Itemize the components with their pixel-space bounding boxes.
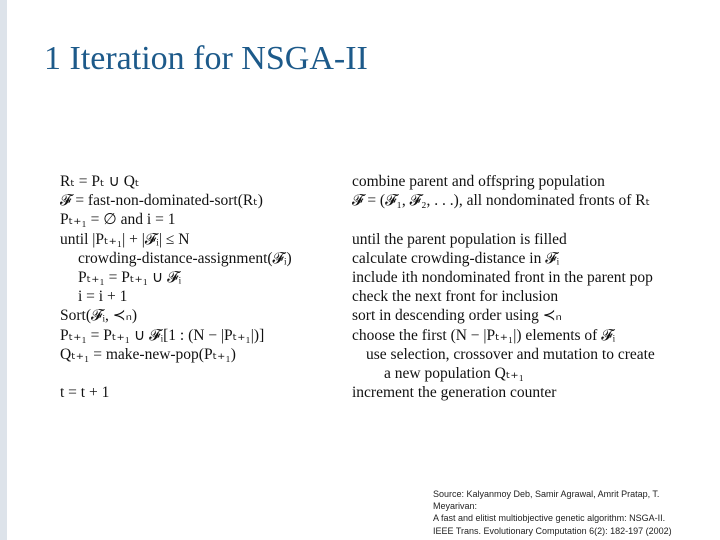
algorithm-steps (60, 172, 340, 402)
comment-sort: sort in descending order using ≺ₙ (352, 307, 562, 325)
comment-choose: choose the first (N − |Pₜ₊₁|) elements of 𝓕ᵢ (352, 326, 616, 344)
comment-increment-t: increment the generation counter (352, 384, 557, 402)
algo-step-until: until |Pₜ₊₁| + |𝓕ᵢ| ≤ N (60, 230, 190, 248)
algo-step-make-pop: Qₜ₊₁ = make-new-pop(Pₜ₊₁) (60, 345, 236, 363)
slide-title: 1 Iteration for NSGA-II (44, 40, 368, 77)
source-citation (433, 488, 717, 537)
algo-step-init: Pₜ₊₁ = ∅ and i = 1 (60, 211, 176, 229)
algo-step-increment-i: i = i + 1 (78, 288, 128, 306)
comment-selection: use selection, crossover and mutation to create (366, 345, 655, 363)
comment-combine: combine parent and offspring population (352, 173, 605, 190)
source-line: Source: Kalyanmoy Deb, Samir Agrawal, Amrit Pratap, T. (433, 489, 660, 499)
comment-crowding: calculate crowding-distance in 𝓕ᵢ (352, 249, 560, 267)
algo-step-sort-fronts: 𝓕 = fast-non-dominated-sort(Rₜ) (60, 192, 263, 210)
comment-check-next: check the next front for inclusion (352, 288, 559, 306)
algo-step-combine: Rₜ = Pₜ ∪ Qₜ (60, 173, 140, 190)
comment-fronts: 𝓕 = (𝓕₁, 𝓕₂, . . .), all nondominated fronts of Rₜ (352, 192, 651, 210)
comment-until: until the parent population is filled (352, 230, 567, 248)
slide-edge-bar (0, 0, 7, 540)
algo-step-sort: Sort(𝓕ᵢ, ≺ₙ) (60, 307, 138, 325)
source-line: IEEE Trans. Evolutionary Computation 6(2): 182-197 (2002) (433, 525, 672, 536)
algo-step-crowding: crowding-distance-assignment(𝓕ᵢ) (78, 249, 292, 267)
comment-new-pop: a new population Qₜ₊₁ (384, 364, 524, 382)
algorithm-comments (352, 172, 720, 402)
source-line: A fast and elitist multiobjective genetic algorithm: NSGA-II. (433, 513, 666, 524)
source-line: Meyarivan: (433, 501, 478, 512)
algo-step-choose: Pₜ₊₁ = Pₜ₊₁ ∪ 𝓕ᵢ[1 : (N − |Pₜ₊₁|)] (60, 326, 265, 344)
algo-step-include: Pₜ₊₁ = Pₜ₊₁ ∪ 𝓕ᵢ (78, 268, 182, 286)
algo-step-increment-t: t = t + 1 (60, 384, 110, 402)
comment-include: include ith nondominated front in the parent pop (352, 268, 653, 286)
